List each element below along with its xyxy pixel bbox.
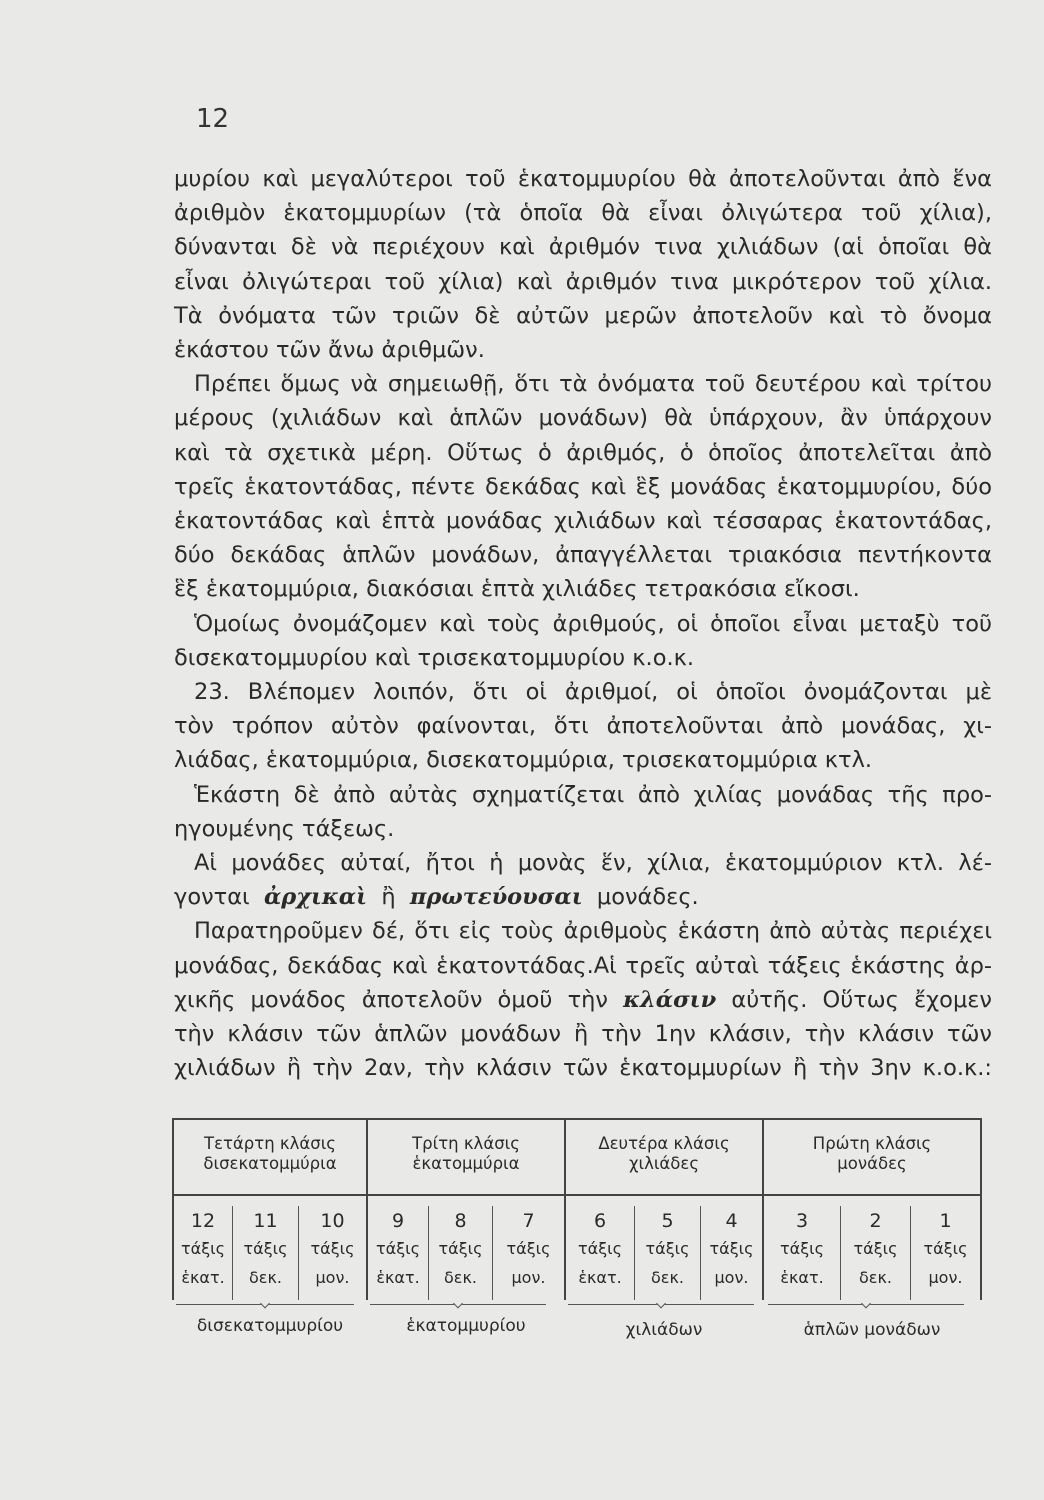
text-line: Παρατηροῦμεν δέ, ὅτι εἰς τοὺς ἀριθμοὺς ἑκάστη ἀπὸ αὐτὰς περιέχει (194, 918, 992, 945)
text-line (174, 880, 992, 914)
rank-label (368, 1234, 428, 1292)
class-footer: ἑκατομμυρίου (406, 1316, 526, 1336)
table-divider (980, 1118, 982, 1300)
text-fragment: αὐτῆς. Οὕτως ἔχομεν (731, 986, 992, 1013)
rank-label (174, 1234, 232, 1292)
rank-number: 12 (190, 1210, 216, 1232)
text-line: τὸν τρόπον αὐτὸν φαίνονται, ὅτι ἀποτελοῦνται ἀπὸ μονάδας, χι- (174, 713, 992, 740)
text-line: μυρίου καὶ μεγαλύτεροι τοῦ ἑκατομμυρίου θὰ ἀποτελοῦνται ἀπὸ ἕνα (174, 166, 992, 192)
brace-tip (453, 1299, 463, 1309)
text-line: ἑκατοντάδας καὶ ἑπτὰ μονάδας χιλιάδων καὶ τέσσαρας ἑκατοντάδας, (174, 508, 992, 535)
text-line: ἓξ ἑκατομμύρια, διακόσιαι ἑπτὰ χιλιάδες τετρακόσια εἴκοσι. (174, 576, 860, 603)
place-value-table (172, 1118, 982, 1358)
underbrace (768, 1304, 964, 1305)
rank-abbr: μον. (928, 1268, 963, 1287)
text-line: καὶ τὰ σχετικὰ μέρη. Οὕτως ὁ ἀριθμός, ὁ ὁποῖος ἀποτελεῖται ἀπὸ (174, 439, 992, 466)
rank-label (233, 1234, 298, 1292)
class-footer: χιλιάδων (625, 1320, 703, 1340)
text-line: Ὁμοίως ὀνομάζομεν καὶ τοὺς ἀριθμούς, οἱ ὁποῖοι εἶναι μεταξὺ τοῦ (194, 610, 992, 637)
rank-label (841, 1234, 910, 1292)
text-line: χιλιάδων ἢ τὴν 2αν, τὴν κλάσιν τῶν ἑκατομμυρίων ἢ τὴν 3ην κ.ο.κ.: (174, 1055, 992, 1082)
rank-word: τάξις (310, 1239, 355, 1258)
rank-abbr: ἑκατ. (780, 1268, 824, 1287)
body-text (174, 162, 992, 1085)
rank-label (429, 1234, 492, 1292)
class-header (368, 1134, 564, 1174)
emphasized-term: πρωτεύουσαι (409, 884, 583, 911)
rank-word: τάξις (780, 1239, 824, 1258)
text-line: δύνανται δὲ νὰ περιέχουν καὶ ἀριθμόν τινα χιλιάδων (αἱ ὁποῖαι θὰ (174, 234, 992, 261)
rank-abbr: μον. (714, 1268, 749, 1287)
text-line: ἑκάστου τῶν ἄνω ἀριθμῶν. (174, 337, 485, 364)
text-fragment: ἢ (381, 884, 396, 911)
class-title: Τρίτη κλάσις (412, 1134, 520, 1153)
text-line: δύο δεκάδας ἁπλῶν μονάδων, ἀπαγγέλλεται τριακόσια πεντήκοντα (174, 542, 992, 569)
rank-number: 4 (725, 1210, 738, 1232)
underbrace (176, 1304, 354, 1305)
text-line: τρεῖς ἑκατοντάδας, πέντε δεκάδας καὶ ἓξ μονάδας ἑκατομμυρίου, δύο (174, 473, 992, 500)
brace-tip (260, 1299, 270, 1309)
class-header (174, 1134, 366, 1174)
rank-number: 10 (320, 1210, 345, 1232)
rank-label (493, 1234, 564, 1292)
emphasized-term: ἀρχικαὶ (263, 884, 367, 911)
rank-abbr: δεκ. (651, 1268, 684, 1287)
class-subtitle: χιλιάδες (628, 1154, 700, 1173)
rank-number: 1 (939, 1210, 952, 1232)
text-line: τὴν κλάσιν τῶν ἁπλῶν μονάδων ἢ τὴν 1ην κλάσιν, τὴν κλάσιν τῶν (174, 1021, 992, 1048)
rank-abbr: ἑκατ. (578, 1268, 622, 1287)
rank-word: τάξις (243, 1239, 288, 1258)
rank-number: 8 (454, 1210, 467, 1232)
rank-label (701, 1234, 762, 1292)
emphasized-term: κλάσιν (623, 986, 717, 1013)
text-line: μονάδας, δεκάδας καὶ ἑκατοντάδας.Αἱ τρεῖς αὐταὶ τάξεις ἑκάστης ἀρ- (174, 952, 992, 979)
rank-word: τάξις (853, 1239, 898, 1258)
rank-word: τάξις (376, 1239, 420, 1258)
rank-label (764, 1234, 840, 1292)
text-line: ηγουμένης τάξεως. (174, 815, 395, 842)
class-subtitle: μονάδες (837, 1154, 907, 1173)
text-line: λιάδας, ἑκατομμύρια, δισεκατομμύρια, τρισεκατομμύρια κτλ. (174, 747, 873, 774)
rank-label (566, 1234, 634, 1292)
rank-label (635, 1234, 700, 1292)
rank-word: τάξις (578, 1239, 622, 1258)
class-title: Δευτέρα κλάσις (598, 1134, 730, 1153)
table-header-rule (172, 1194, 982, 1196)
class-subtitle: ἑκατομμύρια (412, 1154, 520, 1173)
rank-abbr: δεκ. (249, 1268, 282, 1287)
rank-word: τάξις (923, 1239, 968, 1258)
class-header (764, 1134, 980, 1174)
rank-label (911, 1234, 980, 1292)
underbrace (370, 1304, 546, 1305)
rank-abbr: δεκ. (859, 1268, 892, 1287)
rank-number: 3 (795, 1210, 809, 1232)
text-line: 23. Βλέπομεν λοιπόν, ὅτι οἱ ἀριθμοί, οἱ ὁποῖοι ὀνομάζονται μὲ (194, 679, 992, 706)
rank-number: 2 (869, 1210, 882, 1232)
rank-word: τάξις (645, 1239, 690, 1258)
page-number: 12 (196, 104, 230, 134)
rank-word: τάξις (181, 1239, 225, 1258)
text-fragment: γονται (174, 884, 250, 911)
rank-abbr: μον. (511, 1268, 546, 1287)
rank-abbr: μον. (315, 1268, 350, 1287)
class-title: Τετάρτη κλάσις (203, 1134, 336, 1153)
rank-abbr: ἑκατ. (376, 1268, 420, 1287)
class-header (566, 1134, 762, 1174)
rank-number: 7 (522, 1210, 535, 1232)
rank-number: 6 (593, 1210, 607, 1232)
class-footer: ἁπλῶν μονάδων (803, 1320, 941, 1340)
underbrace (568, 1304, 754, 1305)
rank-word: τάξις (506, 1239, 551, 1258)
rank-label (299, 1234, 366, 1292)
rank-word: τάξις (709, 1239, 754, 1258)
text-line: δισεκατομμυρίου καὶ τρισεκατομμυρίου κ.ο.κ. (174, 644, 695, 671)
text-fragment: μονάδες. (596, 884, 699, 911)
text-line: Ἑκάστη δὲ ἀπὸ αὐτὰς σχηματίζεται ἀπὸ χιλίας μονάδας τῆς προ- (194, 781, 992, 808)
class-footer: δισεκατομμυρίου (196, 1316, 344, 1336)
text-line (174, 983, 992, 1017)
rank-abbr: δεκ. (444, 1268, 477, 1287)
class-subtitle: δισεκατομμύρια (203, 1154, 337, 1173)
rank-number: 11 (253, 1210, 278, 1232)
text-line: Πρέπει ὅμως νὰ σημειωθῇ, ὅτι τὰ ὀνόματα τοῦ δευτέρου καὶ τρίτου (194, 371, 992, 398)
rank-word: τάξις (438, 1239, 483, 1258)
text-line: ἀριθμὸν ἑκατομμυρίων (τὰ ὁποῖα θὰ εἶναι ὀλιγώτερα τοῦ χίλια), (174, 200, 992, 227)
rank-abbr: ἑκατ. (181, 1268, 225, 1287)
table-top-rule (172, 1118, 982, 1120)
text-fragment: χικῆς μονάδος ἀποτελοῦν ὁμοῦ τὴν (174, 986, 608, 1013)
brace-tip (861, 1299, 871, 1309)
text-line: μέρους (χιλιάδων καὶ ἁπλῶν μονάδων) θὰ ὑπάρχουν, ἂν ὑπάρχουν (174, 405, 992, 432)
rank-number: 9 (391, 1210, 405, 1232)
class-title: Πρώτη κλάσις (812, 1134, 932, 1153)
text-line: εἶναι ὀλιγώτεραι τοῦ χίλια) καὶ ἀριθμόν τινα μικρότερον τοῦ χίλια. (174, 268, 992, 295)
brace-tip (656, 1299, 666, 1309)
text-line: Αἱ μονάδες αὐταί, ἤτοι ἡ μονὰς ἕν, χίλια, ἑκατομμύριον κτλ. λέ- (194, 850, 992, 877)
text-line: Τὰ ὀνόματα τῶν τριῶν δὲ αὐτῶν μερῶν ἀποτελοῦν καὶ τὸ ὄνομα (174, 302, 992, 329)
rank-number: 5 (661, 1210, 674, 1232)
